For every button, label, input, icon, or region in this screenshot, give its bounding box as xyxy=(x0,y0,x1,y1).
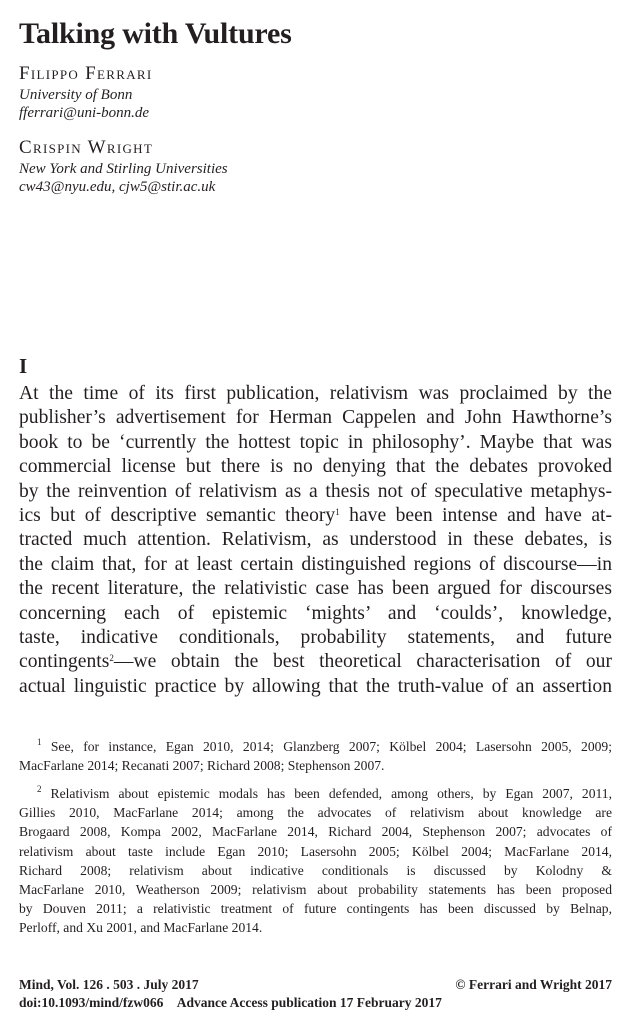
footnote-number: 2 xyxy=(37,784,42,794)
body-line-part: —we obtain the best theoretical characterisation of our xyxy=(113,651,612,673)
doi-link[interactable]: doi:10.1093/mind/fzw066 xyxy=(19,995,164,1010)
body-line: publisher’s advertisement for Herman Cappelen and John Hawthorne’s xyxy=(19,407,612,429)
body-line: taste, indicative conditionals, probability statements, and future xyxy=(19,627,612,649)
footnote-line: MacFarlane 2014; Recanati 2007; Richard 2008; Stephenson 2007. xyxy=(19,758,385,774)
author-affiliation-1: University of Bonn xyxy=(19,87,133,103)
footnote-line: relativism about taste include Egan 2010; Lasersohn 2005; Kölbel 2004; MacFarlane 2014, xyxy=(19,843,612,859)
footnote-line: Brogaard 2008, Kompa 2002, MacFarlane 2014, Richard 2004, Stephenson 2007; advocates of xyxy=(19,824,612,840)
body-line: At the time of its first publication, relativism was proclaimed by the xyxy=(19,383,612,404)
footnote-line: Richard 2008; relativism about indicative conditionals is discussed by Kolodny & xyxy=(19,862,612,878)
footnote-line: Gillies 2010, MacFarlane 2014; among the advocates of relativism about knowledge are xyxy=(19,805,612,821)
author-email-1[interactable]: fferrari@uni-bonn.de xyxy=(19,105,150,121)
footnote-line xyxy=(19,737,612,756)
body-line: commercial license but there is no denying that the debates provoked xyxy=(19,456,612,478)
footnote-text: See, for instance, Egan 2010, 2014; Glanzberg 2007; Kölbel 2004; Lasersohn 2005, 2009; xyxy=(50,739,612,754)
footnote-1 xyxy=(19,737,612,775)
author-name-2: Crispin Wright xyxy=(19,137,154,158)
body-paragraph xyxy=(19,382,612,699)
footer-row-2 xyxy=(19,994,612,1012)
body-line-part: ics but of descriptive semantic theory xyxy=(19,505,336,527)
author-name-1: Filippo Ferrari xyxy=(19,63,153,84)
author-email-2[interactable]: cw43@nyu.edu, cjw5@stir.ac.uk xyxy=(19,179,216,195)
footnote-line: MacFarlane 2010, Weatherson 2009; relativism about probability statements has been proposed xyxy=(19,882,612,898)
advance-access-note: Advance Access publication 17 February 2017 xyxy=(176,995,442,1010)
footnote-ref-1[interactable]: 1 xyxy=(335,507,340,518)
body-line: by the reinvention of relativism as a thesis not of speculative metaphys- xyxy=(19,480,612,502)
section-heading: I xyxy=(19,354,28,378)
body-line: actual linguistic practice by allowing that the truth-value of an assertion xyxy=(19,675,612,697)
body-line xyxy=(19,504,612,528)
body-line: book to be ‘currently the hottest topic in philosophy’. Maybe that was xyxy=(19,431,612,453)
footnote-number: 1 xyxy=(37,737,42,747)
copyright-notice: © Ferrari and Wright 2017 xyxy=(455,977,612,992)
body-line xyxy=(19,650,612,674)
footnote-line xyxy=(19,784,612,803)
body-line: concerning each of epistemic ‘mights’ and ‘coulds’, knowledge, xyxy=(19,602,612,624)
footer-row-1 xyxy=(19,976,612,994)
body-line: tracted much attention. Relativism, as understood in these debates, is xyxy=(19,529,612,551)
footnote-2 xyxy=(19,784,612,938)
footnote-line: Perloff, and Xu 2001, and MacFarlane 2014. xyxy=(19,920,263,936)
body-line: the claim that, for at least certain distinguished regions of discourse—in xyxy=(19,553,612,575)
journal-citation: Mind, Vol. 126 . 503 . July 2017 xyxy=(19,977,199,992)
body-line-part: contingents xyxy=(19,651,110,673)
body-line: the recent literature, the relativistic case has been argued for discourses xyxy=(19,578,612,600)
footnote-ref-2[interactable]: 2 xyxy=(109,653,114,664)
author-affiliation-2: New York and Stirling Universities xyxy=(19,161,228,177)
body-line-part: have been intense and have at- xyxy=(339,505,612,527)
page-footer xyxy=(19,976,612,1012)
article-title: Talking with Vultures xyxy=(19,17,292,50)
footnote-text: Relativism about epistemic modals has been defended, among others, by Egan 2007, 2011, xyxy=(50,786,612,801)
footnote-line: by Douven 2011; a relativistic treatment of future contingents has been discussed by Belnap, xyxy=(19,901,612,917)
